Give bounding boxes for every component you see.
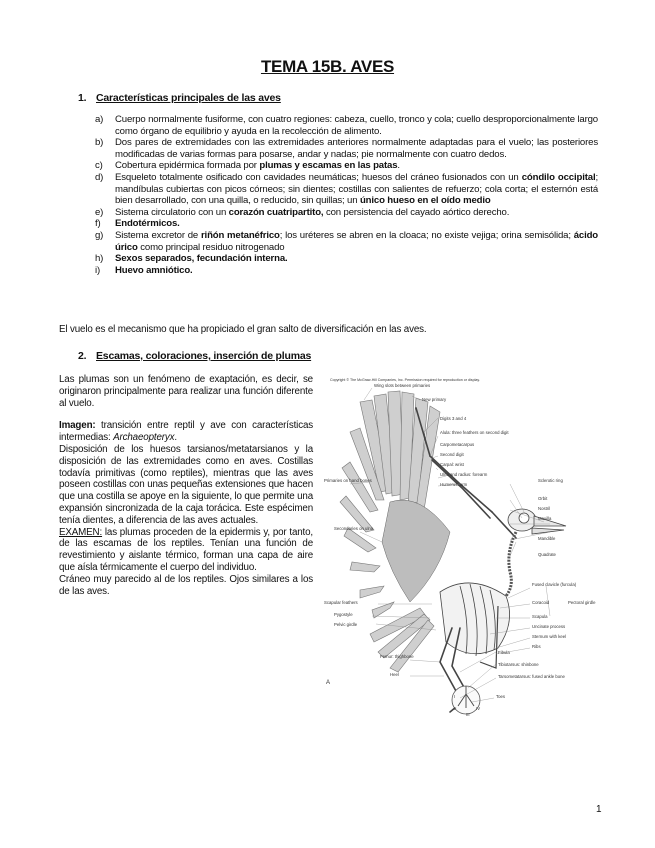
section-2-title: Escamas, coloraciones, inserción de plumas: [96, 350, 312, 362]
section-2-number: 2.: [78, 350, 87, 362]
imagen-end: .: [174, 432, 177, 444]
label-fused-clavicle: Fused clavicle (furcula): [532, 582, 577, 587]
item-letter: b): [95, 137, 104, 149]
label-scapula: Scapula: [532, 614, 548, 619]
label-sclerotic: Sclerotic ring: [538, 478, 563, 483]
label-toe-2: II: [454, 706, 457, 711]
item-letter: h): [95, 253, 104, 265]
item-text: como principal residuo nitrogenado: [137, 241, 285, 253]
label-humerus: Humerus: arm: [440, 482, 468, 487]
intro-paragraph: El vuelo es el mecanismo que ha propiciado el gran salto de diversificación en las aves.: [59, 324, 427, 335]
characteristic-item: [95, 137, 598, 160]
item-text-bold: corazón cuatripartito,: [228, 206, 324, 218]
item-text: Dos pares de extremidades con las extremidades anteriores normalmente adaptadas para el vuelo; las posteriores modificadas de varias formas para posarse, andar y nadas; pie normalmente con cuatro dedos.: [115, 137, 598, 160]
characteristic-item: [95, 253, 598, 265]
item-letter: e): [95, 206, 104, 218]
label-scapular: Scapular feathers: [324, 600, 358, 605]
item-text: Sistema excretor de: [115, 229, 201, 241]
imagen-label: Imagen:: [59, 420, 96, 432]
item-letter: f): [95, 218, 101, 230]
item-letter: i): [95, 264, 101, 276]
examen-label: EXAMEN:: [59, 526, 103, 538]
section-2-text: [59, 374, 313, 597]
section-1-heading: [78, 92, 281, 104]
item-text-bold: Endotérmicos.: [115, 218, 180, 230]
label-new-primary: New primary: [422, 397, 447, 402]
tail-feathers: [370, 608, 434, 672]
section-1-number: 1.: [78, 92, 87, 104]
label-carpometacarpus: Carpometacarpus: [440, 442, 475, 447]
item-letter: g): [95, 229, 104, 241]
label-pelvic: Pelvic girdle: [334, 622, 358, 627]
label-second-digit: Second digit: [440, 452, 464, 457]
figure-copyright: Copyright © The McGraw-Hill Companies, Inc. Permission required for reproduction or display.: [330, 378, 480, 382]
characteristic-item: [95, 218, 598, 230]
item-text-bold: Huevo amniótico.: [115, 264, 193, 276]
label-ribs: Ribs: [532, 644, 541, 649]
item-text: ; los uréteres se abren en la cloaca; no existe vejiga; orina semisólida;: [279, 229, 574, 241]
item-text: Cuerpo normalmente fusiforme, con cuatro regiones: cabeza, cuello, tronco y cola; cuello desproporcionalmente largo como órgano de equilibrio y ayuda en la recolección de alimento.: [115, 114, 598, 137]
paragraph-exaptation: Las plumas son un fenómeno de exaptación, es decir, se originaron principalmente para realizar una función diferente al vuelo.: [59, 374, 313, 409]
item-text-bold: ácido úrico: [115, 229, 599, 253]
label-secondaries: Secondaries on ulna: [334, 526, 374, 531]
label-tarsometatarsus: Tarsometatarsus: fused ankle bone: [498, 674, 565, 679]
label-pygostyle: Pygostyle: [334, 612, 353, 617]
paragraph-imagen: [59, 420, 313, 444]
label-fibula: Fibula: [498, 650, 510, 655]
label-digits: Digits 3 and 4: [440, 416, 467, 421]
wing-coverts: [382, 500, 450, 602]
label-toe-3: III: [466, 712, 470, 717]
label-tibiotarsus: Tibiotarsus: shinbone: [498, 662, 539, 667]
item-text-bold: cóndilo occipital: [521, 171, 596, 183]
paragraph-tarsal: Disposición de los huesos tarsianos/metatarsianos y la disposición de las extremidades como en aves. Costillas todavía primitivas (como reptiles), mientras que las aves poseen costillas con unas pequeñas extensiones que hacen que una costilla se apoye en la siguiente, lo que permite una expansión sincronizada de la caja torácica. Este espécimen tenía dientes, a diferencia de las aves actuales.: [59, 443, 313, 526]
page-title: TEMA 15B. AVES: [260, 57, 395, 76]
label-ulna: Ulna and radius: forearm: [440, 472, 488, 477]
item-text-bold: único hueso en el oído medio: [359, 195, 491, 207]
characteristic-item: [95, 172, 598, 207]
section-1-title: Características principales de las aves: [96, 92, 281, 104]
label-orbit: Orbit: [538, 496, 548, 501]
characteristic-item: [95, 207, 598, 219]
item-text: .: [397, 160, 400, 172]
item-letter: d): [95, 171, 104, 183]
item-text-bold: riñón metanéfrico: [200, 229, 280, 241]
page-number: 1: [596, 804, 602, 815]
section-2-heading: [78, 350, 311, 362]
characteristic-item: [95, 114, 598, 137]
neck-vertebrae: [506, 532, 516, 596]
label-coracoid: Coracoid: [532, 600, 550, 605]
label-maxilla: Maxilla: [538, 516, 552, 521]
label-uncinate: Uncinate process: [532, 624, 566, 629]
item-letter: a): [95, 114, 104, 125]
skull: [508, 509, 566, 534]
label-alula-text: Alula: three feathers on second digit: [440, 430, 509, 435]
label-toe-1: I: [454, 694, 456, 699]
paragraph-examen: [59, 527, 313, 574]
item-text-bold: Sexos separados, fecundación interna.: [115, 253, 288, 265]
label-primaries: Primaries on hand bones: [324, 478, 372, 483]
bird-skeleton-illustration: [320, 372, 603, 720]
item-text: Sistema circulatorio con un: [115, 206, 229, 218]
label-pectoral: Pectoral girdle: [568, 600, 596, 605]
label-sternum: Sternum with keel: [532, 634, 567, 639]
label-toes: Toes: [496, 694, 506, 699]
bird-skeleton-figure: [320, 372, 603, 720]
label-carpal: Carpal: wrist: [440, 462, 464, 467]
item-text: con persistencia del cayado aórtico derecho.: [323, 206, 510, 218]
item-text-bold: plumas y escamas en las patas: [259, 160, 398, 172]
label-quadrate: Quadrate: [538, 552, 556, 557]
characteristic-item: [95, 230, 598, 253]
label-femur: Femur: thighbone: [380, 654, 414, 659]
label-mandible: Mandible: [538, 536, 556, 541]
examen-text: las plumas proceden de la epidermis y, por tanto, de las escamas de los reptiles. Tenían una función de revestimiento y aislante térmico, forman una capa de aire que aísla térmicamente el cuerpo del individuo.: [59, 526, 313, 573]
label-toe-4: IV: [476, 706, 481, 711]
label-nostril: Nostril: [538, 506, 551, 511]
characteristic-item: [95, 160, 598, 172]
paragraph-skull: Cráneo muy parecido al de los reptiles. Ojos similares a los de las aves.: [59, 573, 313, 597]
ribcage: [440, 583, 510, 668]
label-alula: [440, 430, 509, 435]
label-heel: Heel: [390, 672, 399, 677]
imagen-text: transición entre reptil y ave con características intermedias:: [59, 420, 313, 444]
item-text: Esqueleto totalmente osificado con cavidades neumáticas; huesos del cráneo fusionados con un: [115, 171, 522, 183]
characteristics-list: [95, 114, 598, 276]
characteristic-item: [95, 265, 598, 277]
item-letter: c): [95, 160, 103, 172]
label-wing-slots: Wing slots between primaries: [374, 383, 431, 388]
item-text: Cobertura epidérmica formada por: [115, 160, 260, 172]
imagen-species: Archaeopteryx: [113, 432, 175, 444]
item-text: ; mandíbulas cubiertas con picos córneos; sin dientes; costillas con salientes de refuerzo; cola corta; el esternón está bien desarrollado, con una quilla, o reducido, sin quillas; un: [115, 171, 598, 207]
figure-panel-letter: A: [326, 680, 331, 686]
